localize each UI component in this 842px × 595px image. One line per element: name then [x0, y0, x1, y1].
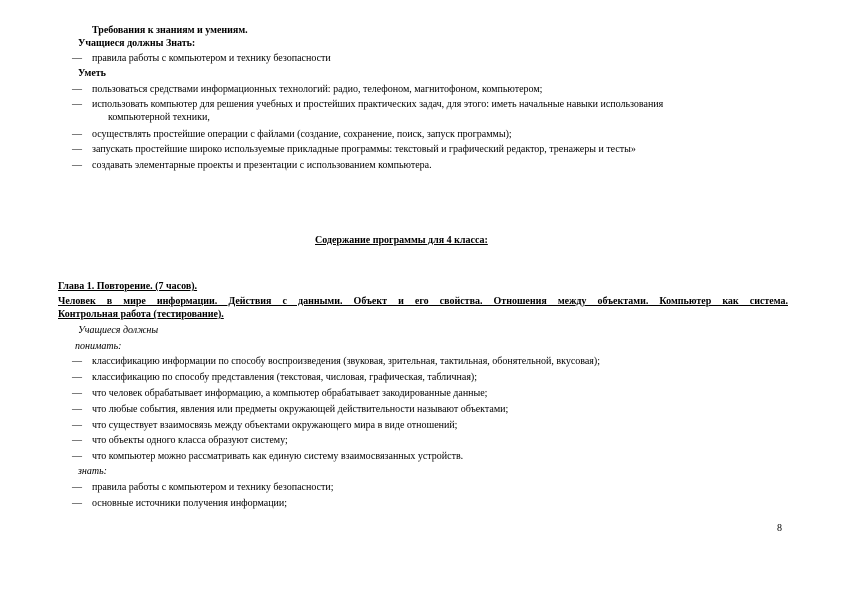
chapter-topics-continuation: Контрольная работа (тестирование).: [58, 309, 224, 320]
list-bullet: —: [72, 53, 82, 64]
list-bullet: —: [72, 420, 82, 431]
list-bullet: —: [72, 99, 82, 110]
list-item: основные источники получения информации;: [92, 498, 288, 509]
list-bullet: —: [72, 84, 82, 95]
students-know-heading: Учащиеся должны Знать:: [78, 38, 196, 49]
list-item: что компьютер можно рассматривать как единую систему взаимосвязанных устройств.: [92, 451, 464, 462]
list-item: осуществлять простейшие операции с файлами (создание, сохранение, поиск, запуск программы);: [92, 129, 512, 140]
list-item: правила работы с компьютером и технику безопасности;: [92, 482, 334, 493]
list-item: запускать простейшие широко используемые прикладные программы: текстовый и графический редактор, тренажеры и тесты»: [92, 144, 636, 155]
list-bullet: —: [72, 356, 82, 367]
program-content-title: Содержание программы для 4 класса:: [315, 235, 488, 246]
list-bullet: —: [72, 451, 82, 462]
list-item: что человек обрабатывает информацию, а компьютер обрабатывает закодированные данные;: [92, 388, 488, 399]
students-must-label: Учащиеся должны: [78, 325, 159, 336]
list-bullet: —: [72, 144, 82, 155]
page-number: 8: [777, 523, 782, 534]
requirements-title: Требования к знаниям и умениям.: [92, 25, 248, 36]
list-bullet: —: [72, 129, 82, 140]
list-item: что существует взаимосвязь между объектами окружающего мира в виде отношений;: [92, 420, 458, 431]
list-item: что любые события, явления или предметы окружающей действительности называют объектами;: [92, 404, 509, 415]
list-bullet: —: [72, 160, 82, 171]
list-item: что объекты одного класса образуют систему;: [92, 435, 288, 446]
list-bullet: —: [72, 435, 82, 446]
understand-label: понимать:: [75, 341, 122, 352]
list-item: классификацию по способу представления (текстовая, числовая, графическая, табличная);: [92, 372, 478, 383]
chapter-topics: Человек в мире информации. Действия с данными. Объект и его свойства. Отношения между объектами. Компьютер как система.: [58, 296, 788, 307]
list-item: создавать элементарные проекты и презентации с использованием компьютера.: [92, 160, 432, 171]
list-item-continuation: компьютерной техники,: [108, 112, 210, 123]
list-bullet: —: [72, 482, 82, 493]
list-bullet: —: [72, 388, 82, 399]
list-bullet: —: [72, 404, 82, 415]
list-bullet: —: [72, 372, 82, 383]
list-item: классификацию информации по способу воспроизведения (звуковая, зрительная, тактильная, обонятельной, вкусовая);: [92, 356, 601, 367]
list-item: правила работы с компьютером и технику безопасности: [92, 53, 331, 64]
chapter-heading: Глава 1. Повторение. (7 часов).: [58, 281, 198, 292]
list-item: использовать компьютер для решения учебных и простейших практических задач, для этого: иметь начальные навыки использования: [92, 99, 664, 110]
list-bullet: —: [72, 498, 82, 509]
know-label: знать:: [78, 466, 107, 477]
can-heading: Уметь: [78, 68, 106, 79]
list-item: пользоваться средствами информационных технологий: радио, телефоном, магнитофоном, компьютером;: [92, 84, 543, 95]
